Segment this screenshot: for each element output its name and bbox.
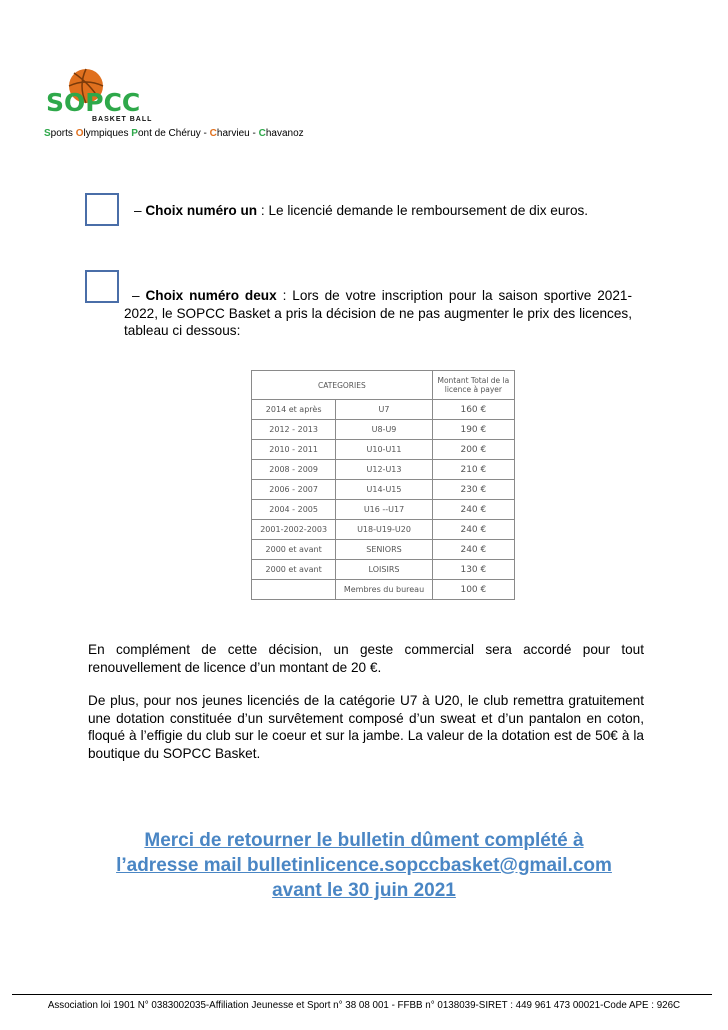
choice-two-text: – Choix numéro deux : Lors de votre inscription pour la saison sportive 2021-2022, le SOPCC Basket a pris la décision de ne pas augmenter le prix des licences, tableau ci dessous: (124, 288, 633, 338)
row-price: 130 € (432, 560, 514, 580)
row-price: 200 € (432, 440, 514, 460)
club-full-name: Sports Olympiques Pont de Chéruy - Charvieu - Chavanoz (44, 128, 304, 139)
table-row (252, 500, 515, 520)
row-years: 2012 - 2013 (252, 420, 336, 440)
row-years (252, 580, 336, 600)
choice-one-checkbox[interactable] (85, 193, 119, 226)
table-row (252, 420, 515, 440)
dotation-paragraph: De plus, pour nos jeunes licenciés de la catégorie U7 à U20, le club remettra gratuitement une dotation constituée d’un survêtement composé d’un sweat et d’un pantalon en coton, floqué à l’effigie du club sur le coeur et sur la jambe. La valeur de la dotation est de 50€ à la boutique du SOPCC Basket. (88, 693, 644, 761)
table-header-categories: CATEGORIES (252, 371, 433, 400)
row-years: 2008 - 2009 (252, 460, 336, 480)
row-category: U10-U11 (336, 440, 432, 460)
table-row (252, 400, 515, 420)
row-years: 2010 - 2011 (252, 440, 336, 460)
row-price: 160 € (432, 400, 514, 420)
footer-legal: Association loi 1901 N° 0383002035-Affiliation Jeunesse et Sport n° 38 08 001 - FFBB n° 0138039-SIRET : 449 961 473 00021-Code APE : 926C (47, 1000, 681, 1011)
table-row (252, 480, 515, 500)
row-category: LOISIRS (336, 560, 432, 580)
logo-subtext: BASKET BALL (92, 116, 153, 123)
return-line-1: Merci de retourner le bulletin dûment complété à (144, 830, 584, 851)
table-row (252, 520, 515, 540)
row-years: 2006 - 2007 (252, 480, 336, 500)
row-category: U16 --U17 (336, 500, 432, 520)
row-category: U18-U19-U20 (336, 520, 432, 540)
row-years: 2000 et avant (252, 540, 336, 560)
row-years: 2004 - 2005 (252, 500, 336, 520)
row-category: Membres du bureau (336, 580, 432, 600)
choice-one-text: – Choix numéro un : Le licencié demande le remboursement de dix euros. (134, 203, 589, 218)
table-header-amount: Montant Total de la licence à payer (432, 371, 514, 400)
choice-two-checkbox[interactable] (85, 270, 119, 303)
logo-text: SOPCC (46, 88, 141, 117)
choice-one-title: Choix numéro un (145, 203, 258, 218)
row-price: 230 € (432, 480, 514, 500)
return-email-line[interactable]: l’adresse mail bulletinlicence.sopccbasket@gmail.com (116, 855, 612, 876)
row-category: U7 (336, 400, 432, 420)
table-row (252, 460, 515, 480)
table-row (252, 580, 515, 600)
table-row (252, 540, 515, 560)
return-deadline-line: avant le 30 juin 2021 (272, 880, 456, 901)
footer-divider (12, 994, 712, 995)
row-price: 100 € (432, 580, 514, 600)
row-price: 240 € (432, 540, 514, 560)
row-years: 2001-2002-2003 (252, 520, 336, 540)
table-row (252, 440, 515, 460)
choice-two-title: Choix numéro deux (145, 288, 277, 303)
row-price: 210 € (432, 460, 514, 480)
return-instructions[interactable] (80, 828, 648, 903)
row-category: U12-U13 (336, 460, 432, 480)
table-row (252, 560, 515, 580)
row-price: 240 € (432, 520, 514, 540)
row-category: SENIORS (336, 540, 432, 560)
complement-paragraph: En complément de cette décision, un geste commercial sera accordé pour tout renouvellement de licence d’un montant de 20 €. (88, 642, 644, 675)
row-price: 190 € (432, 420, 514, 440)
row-price: 240 € (432, 500, 514, 520)
row-category: U8-U9 (336, 420, 432, 440)
row-years: 2000 et avant (252, 560, 336, 580)
row-category: U14-U15 (336, 480, 432, 500)
row-years: 2014 et après (252, 400, 336, 420)
license-price-table (251, 370, 515, 606)
